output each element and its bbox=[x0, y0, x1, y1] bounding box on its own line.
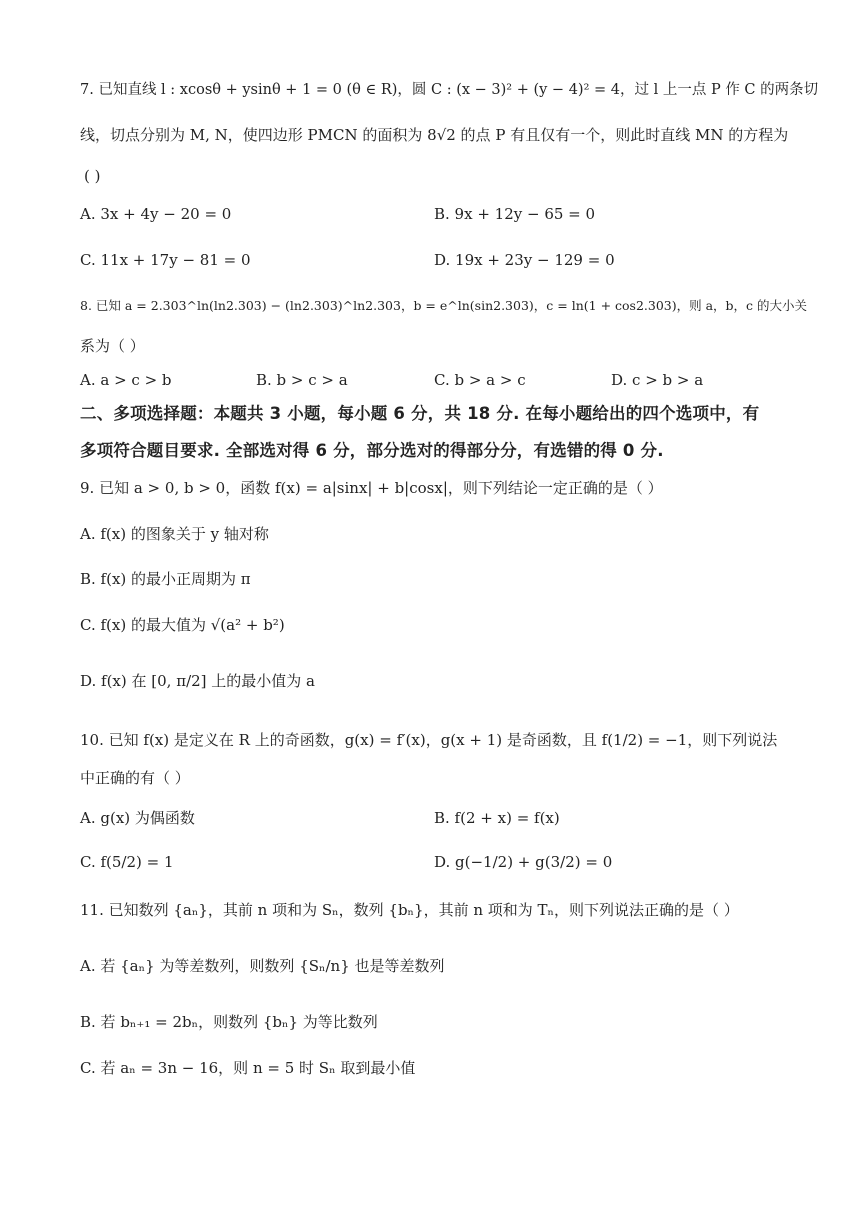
section-heading-line2: 多项符合题目要求. 全部选对得 6 分，部分选对的得部分分，有选错的得 0 分. bbox=[80, 441, 664, 460]
q11-option-b: B. 若 bₙ₊₁ = 2bₙ，则数列 {bₙ} 为等比数列 bbox=[80, 1013, 378, 1031]
q7-option-c: C. 11x + 17y − 81 = 0 bbox=[80, 251, 251, 269]
q9-option-a: A. f(x) 的图象关于 y 轴对称 bbox=[80, 525, 269, 543]
q10-stem-line1: 10. 已知 f(x) 是定义在 R 上的奇函数，g(x) = f′(x)，g(x + 1) 是奇函数，且 f(1/2) = −1，则下列说法 bbox=[80, 731, 778, 749]
q11-stem: 11. 已知数列 {aₙ}，其前 n 项和为 Sₙ，数列 {bₙ}，其前 n 项和为 Tₙ，则下列说法正确的是（ ） bbox=[80, 901, 739, 919]
q9-stem: 9. 已知 a > 0, b > 0，函数 f(x) = a|sinx| + b|cosx|，则下列结论一定正确的是（ ） bbox=[80, 479, 663, 497]
q9-option-b: B. f(x) 的最小正周期为 π bbox=[80, 570, 251, 588]
q7-option-b: B. 9x + 12y − 65 = 0 bbox=[434, 205, 596, 223]
q7-option-a: A. 3x + 4y − 20 = 0 bbox=[80, 205, 232, 223]
q10-option-d: D. g(−1/2) + g(3/2) = 0 bbox=[434, 853, 613, 871]
q8-stem-line2: 系为（ ） bbox=[80, 337, 145, 355]
q8-option-b: B. b > c > a bbox=[256, 371, 348, 389]
q7-option-d: D. 19x + 23y − 129 = 0 bbox=[434, 251, 615, 269]
q8-option-c: C. b > a > c bbox=[434, 371, 526, 389]
q8-option-a: A. a > c > b bbox=[80, 371, 172, 389]
q8-stem-line1: 8. 已知 a = 2.303^ln(ln2.303) − (ln2.303)^ln2.303，b = e^ln(sin2.303)，c = ln(1 + cos2.303)，则 a，b，c 的大小关 bbox=[80, 298, 808, 313]
q10-option-b: B. f(2 + x) = f(x) bbox=[434, 809, 560, 827]
q7-answer-blank: ( ) bbox=[84, 167, 101, 185]
q10-option-a: A. g(x) 为偶函数 bbox=[80, 809, 195, 827]
q8-option-d: D. c > b > a bbox=[611, 371, 704, 389]
section-heading-line1: 二、多项选择题：本题共 3 小题，每小题 6 分，共 18 分. 在每小题给出的四个选项中，有 bbox=[80, 404, 760, 423]
q11-option-c: C. 若 aₙ = 3n − 16，则 n = 5 时 Sₙ 取到最小值 bbox=[80, 1059, 416, 1077]
q9-option-d: D. f(x) 在 [0, π/2] 上的最小值为 a bbox=[80, 672, 315, 690]
q9-option-c: C. f(x) 的最大值为 √(a² + b²) bbox=[80, 616, 285, 634]
q11-option-a: A. 若 {aₙ} 为等差数列，则数列 {Sₙ/n} 也是等差数列 bbox=[80, 957, 445, 975]
q7-stem-line2: 线，切点分别为 M, N，使四边形 PMCN 的面积为 8√2 的点 P 有且仅有一个，则此时直线 MN 的方程为 bbox=[80, 126, 789, 144]
q10-stem-line2: 中正确的有（ ） bbox=[80, 769, 190, 787]
q7-stem-line1: 7. 已知直线 l : xcosθ + ysinθ + 1 = 0 (θ ∈ R)，圆 C : (x − 3)² + (y − 4)² = 4，过 l 上一点 P 作 C 的两条切 bbox=[80, 82, 819, 98]
q10-option-c: C. f(5/2) = 1 bbox=[80, 853, 174, 871]
